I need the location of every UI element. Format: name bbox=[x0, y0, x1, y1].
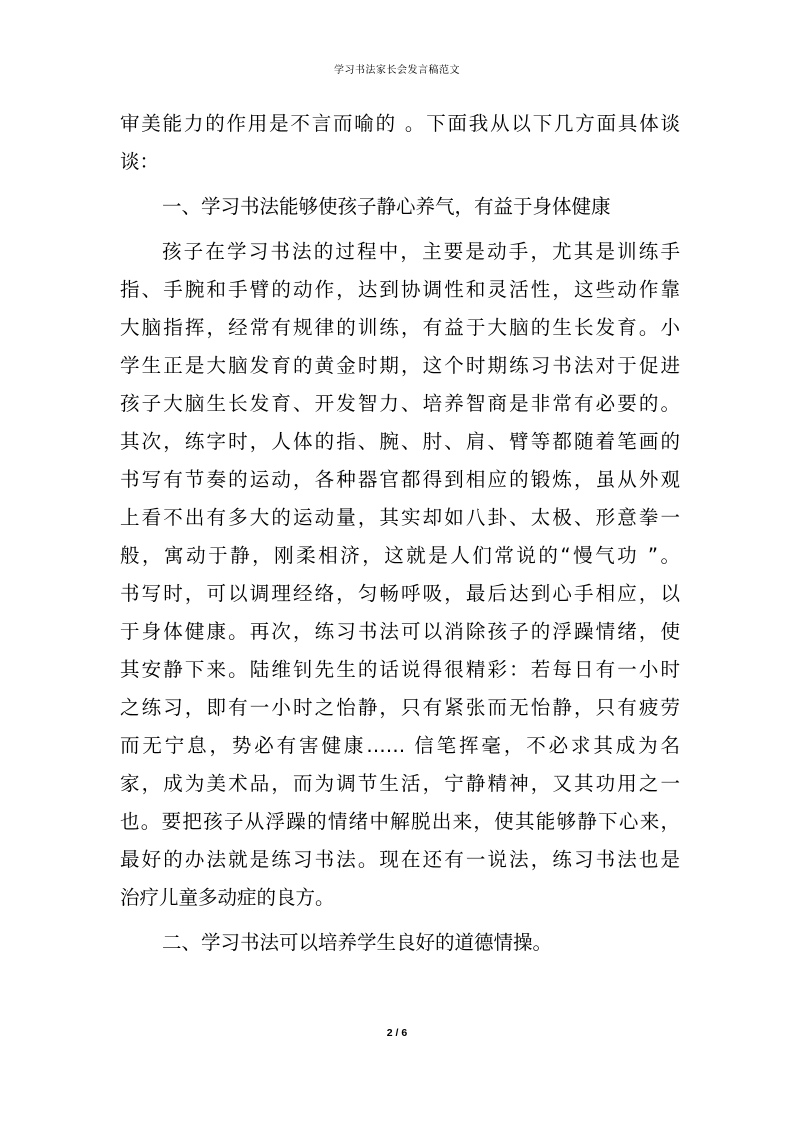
paragraph-line: 书写时，可以调理经络，匀畅呼吸，最后达到心手相应，以 bbox=[120, 582, 680, 605]
page-header: 学习书法家长会发言稿范文 bbox=[334, 65, 460, 76]
paragraph-line: 谈： bbox=[120, 150, 160, 173]
paragraph-line: 上看不出有多大的运动量，其实却如八卦、太极、形意拳一 bbox=[120, 506, 680, 529]
paragraph-line: 其次，练字时，人体的指、腕、肘、肩、臂等都随着笔画的 bbox=[120, 430, 680, 453]
paragraph-line: 书写有节奏的运动，各种器官都得到相应的锻炼，虽从外观 bbox=[120, 468, 680, 491]
body-text bbox=[120, 105, 680, 962]
paragraph-line: 孩子大脑生长发育、开发智力、培养智商是非常有必要的。 bbox=[120, 392, 680, 415]
paragraph-line: 审美能力的作用是不言而喻的 。下面我从以下几方面具体谈 bbox=[120, 112, 680, 135]
paragraph-line: 也。要把孩子从浮躁的情绪中解脱出来，使其能够静下心来， bbox=[120, 810, 680, 833]
paragraph-line: 学生正是大脑发育的黄金时期，这个时期练习书法对于促进 bbox=[120, 354, 680, 377]
section-heading: 一、学习书法能够使孩子静心养气，有益于身体健康 bbox=[162, 195, 611, 218]
paragraph-line: 般，寓动于静，刚柔相济，这就是人们常说的“慢气功 ”。 bbox=[120, 544, 680, 567]
paragraph-line: 其安静下来。陆维钊先生的话说得很精彩：若每日有一小时 bbox=[120, 658, 680, 681]
paragraph-line: 于身体健康。再次，练习书法可以消除孩子的浮躁情绪，使 bbox=[120, 620, 680, 643]
paragraph-line: 指、手腕和手臂的动作，达到协调性和灵活性，这些动作靠 bbox=[120, 278, 680, 301]
section-heading: 二、学习书法可以培养学生良好的道德情操。 bbox=[162, 931, 553, 954]
paragraph-line: 最好的办法就是练习书法。现在还有一说法，练习书法也是 bbox=[120, 848, 680, 871]
paragraph-line: 治疗儿童多动症的良方。 bbox=[120, 886, 335, 909]
paragraph-line: 大脑指挥，经常有规律的训练，有益于大脑的生长发育。小 bbox=[120, 316, 680, 339]
paragraph-line: 而无宁息，势必有害健康…… 信笔挥毫，不必求其成为名 bbox=[120, 734, 680, 757]
paragraph-line: 家，成为美术品，而为调节生活，宁静精神，又其功用之一 bbox=[120, 772, 680, 795]
paragraph-line: 孩子在学习书法的过程中，主要是动手，尤其是训练手 bbox=[162, 240, 680, 263]
paragraph-line: 之练习，即有一小时之怡静，只有紧张而无怡静，只有疲劳 bbox=[120, 696, 680, 719]
page-number: 2 / 6 bbox=[386, 1027, 408, 1039]
